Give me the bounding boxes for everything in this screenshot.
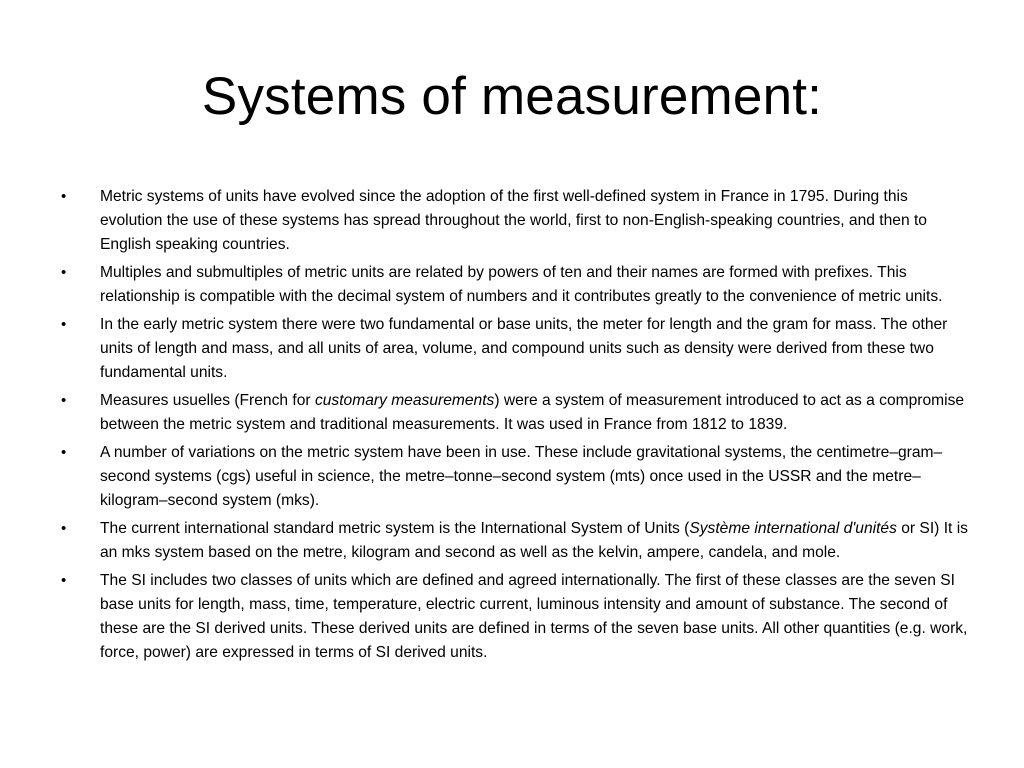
bullet-text-italic: Système international d'unités (689, 520, 897, 537)
bullet-text-italic: customary measurements (314, 392, 495, 409)
bullet-text: In the early metric system there were two fundamental or base units, the meter for length and the gram for mass. The other units of length and mass, and all units of area, volume, and compound units such as density were derived from these two fundamental units. (100, 316, 948, 381)
bullet-marker: • (61, 188, 67, 205)
bullet-item-3 (60, 313, 970, 385)
slide-title: Systems of measurement: (201, 67, 823, 126)
bullet-marker: • (61, 572, 67, 589)
bullet-item-5 (60, 441, 970, 513)
bullet-text-after: ) were a system of measurement introduced to act as a compromise between the metric system and traditional measurements. It was used in France from 1812 to 1839. (100, 392, 965, 433)
bullet-text: Metric systems of units have evolved since the adoption of the first well-defined system in France in 1795. During this evolution the use of these systems has spread throughout the world, first to non-English-speaking countries, and then to English speaking countries. (100, 188, 927, 253)
bullet-item-2 (60, 261, 970, 309)
bullet-list (60, 185, 970, 669)
bullet-marker: • (61, 444, 67, 461)
bullet-marker: • (61, 520, 67, 537)
bullet-text (100, 389, 970, 437)
bullet-item-4 (60, 389, 970, 437)
bullet-text-after: or SI) It is an mks system based on the metre, kilogram and second as well as the kelvin, ampere, candela, and mole. (100, 520, 968, 561)
bullet-item-7 (60, 569, 970, 665)
bullet-marker: • (61, 316, 67, 333)
bullet-marker: • (61, 392, 67, 409)
bullet-text-before: The current international standard metric system is the International System of Units ( (100, 520, 690, 537)
bullet-item-1 (60, 185, 970, 257)
bullet-text: Multiples and submultiples of metric units are related by powers of ten and their names are formed with prefixes. This relationship is compatible with the decimal system of numbers and it contributes greatly to the convenience of metric units. (100, 264, 943, 305)
bullet-marker: • (61, 264, 67, 281)
bullet-text: A number of variations on the metric system have been in use. These include gravitational systems, the centimetre–gram–second systems (cgs) useful in science, the metre–tonne–second system (mts) once used in the USSR and the metre–kilogram–second system (mks). (100, 444, 943, 509)
bullet-text-before: Measures usuelles (French for (100, 392, 315, 409)
bullet-text: The SI includes two classes of units which are defined and agreed internationally. The first of these classes are the seven SI base units for length, mass, time, temperature, electric current, luminous intensity and amount of substance. The second of these are the SI derived units. These derived units are defined in terms of the seven base units. All other quantities (e.g. work, force, power) are expressed in terms of SI derived units. (100, 572, 968, 661)
bullet-item-6 (60, 517, 970, 565)
bullet-text (100, 517, 970, 565)
